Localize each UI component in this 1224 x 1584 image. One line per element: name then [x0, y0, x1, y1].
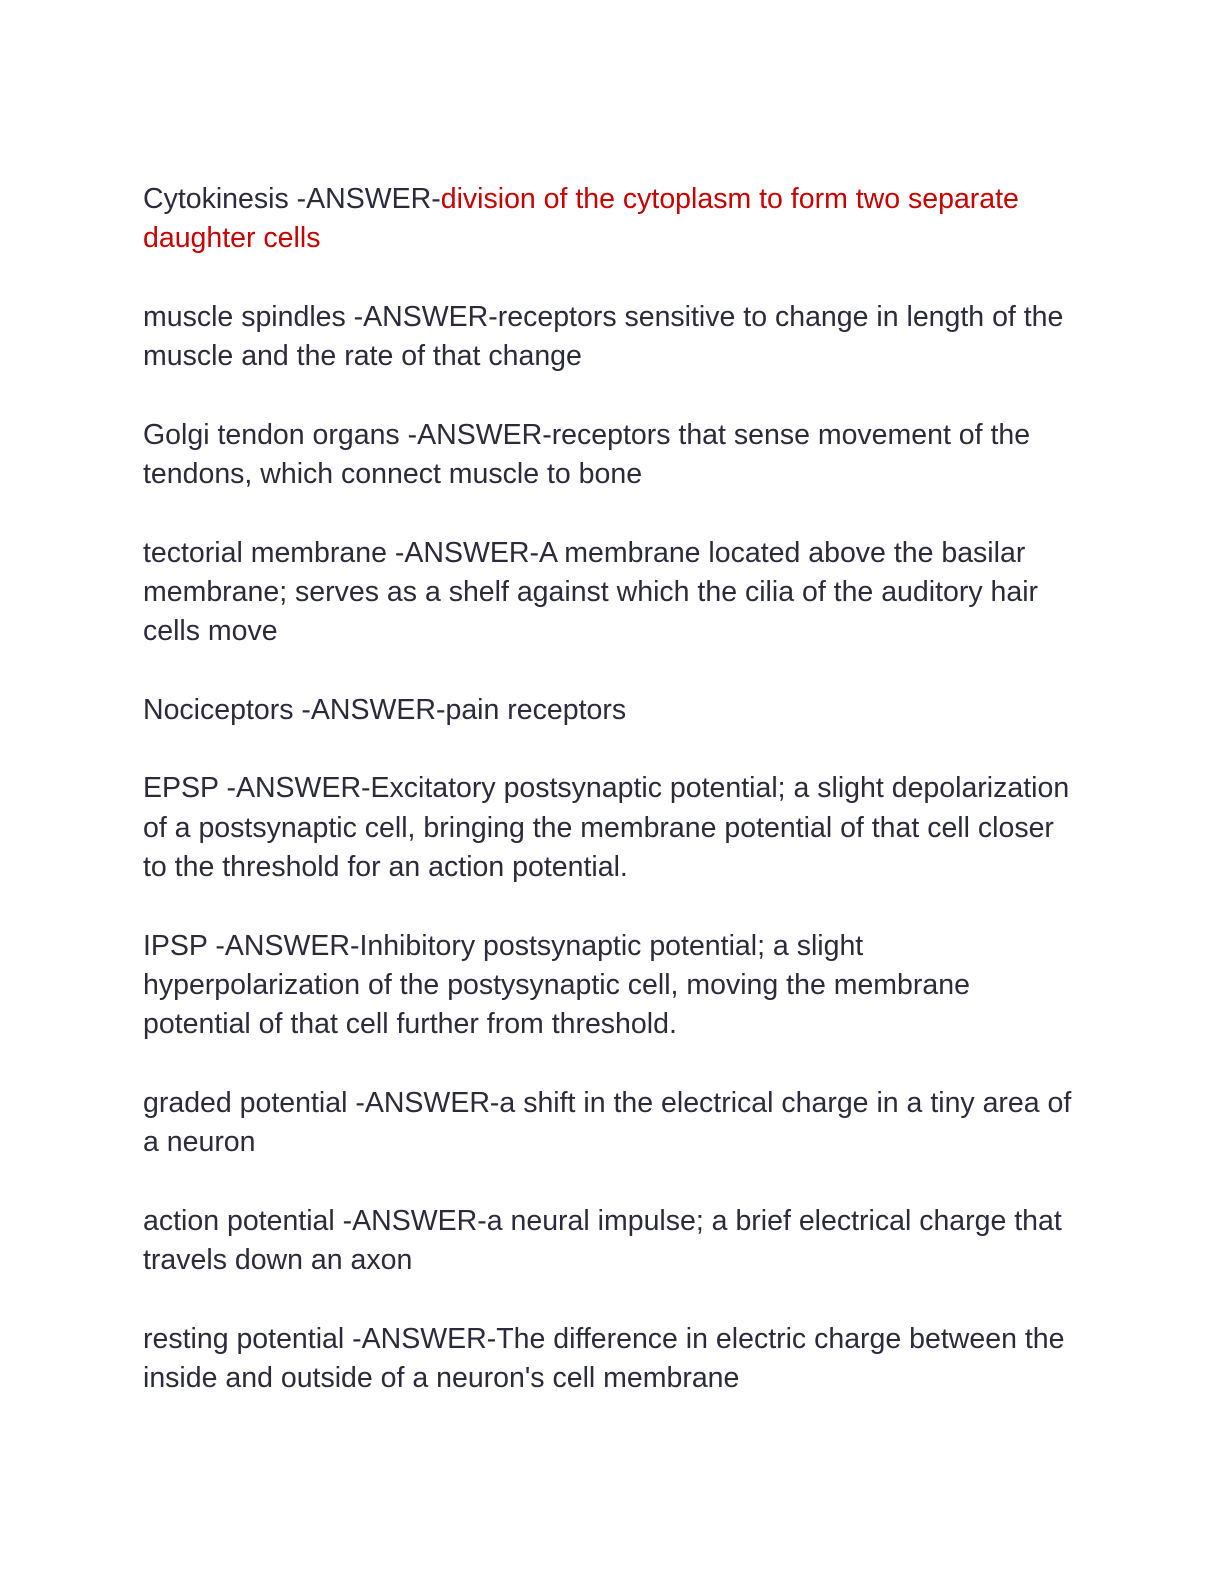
definition: receptors sensitive to change in length of the muscle and the rate of that change	[143, 300, 1064, 373]
answer-separator: -ANSWER-	[218, 772, 371, 805]
term: EPSP	[143, 772, 219, 805]
term: action potential	[143, 1204, 335, 1237]
term: IPSP	[143, 929, 208, 962]
answer-separator: -ANSWER-	[293, 693, 446, 726]
definition: Excitatory postsynaptic potential; a slight depolarization of a postsynaptic cell, bringing the membrane potential of that cell closer to the threshold for an action potential.	[143, 772, 1070, 884]
answer-separator: -ANSWER-	[345, 300, 498, 333]
term: graded potential	[143, 1086, 348, 1119]
term: Cytokinesis	[143, 183, 289, 215]
flashcard-entry	[143, 691, 1083, 730]
flashcard-entry	[143, 298, 1083, 377]
answer-separator: -ANSWER-	[347, 1086, 500, 1119]
definition: receptors that sense movement of the tendons, which connect muscle to bone	[143, 418, 1031, 491]
flashcard-entry	[143, 180, 1083, 259]
answer-separator: -ANSWER-	[288, 183, 441, 215]
definition: division of the cytoplasm to form two separate daughter cells	[143, 183, 1019, 255]
flashcard-entry	[143, 534, 1083, 652]
flashcard-entry	[143, 416, 1083, 495]
flashcard-list	[143, 180, 1083, 1438]
flashcard-entry	[143, 1084, 1083, 1163]
flashcard-entry	[143, 1202, 1083, 1281]
answer-separator: -ANSWER-	[334, 1204, 487, 1237]
term: Golgi tendon organs	[143, 418, 400, 451]
flashcard-entry	[143, 769, 1083, 887]
definition: a shift in the electrical charge in a tiny area of a neuron	[143, 1086, 1072, 1159]
term: Nociceptors	[143, 693, 294, 726]
term: muscle spindles	[143, 300, 346, 333]
answer-separator: -ANSWER-	[207, 929, 360, 962]
answer-separator: -ANSWER-	[344, 1322, 497, 1355]
definition: Inhibitory postsynaptic potential; a slight hyperpolarization of the postysynaptic cell, moving the membrane potential of that cell further from threshold.	[143, 929, 970, 1041]
definition: A membrane located above the basilar membrane; serves as a shelf against which the cilia of the auditory hair cells move	[143, 536, 1039, 648]
term: tectorial membrane	[143, 536, 387, 569]
term: resting potential	[143, 1322, 345, 1355]
flashcard-entry	[143, 927, 1083, 1045]
definition: pain receptors	[445, 693, 627, 726]
definition: a neural impulse; a brief electrical charge that travels down an axon	[143, 1204, 1062, 1277]
flashcard-entry	[143, 1320, 1083, 1399]
answer-separator: -ANSWER-	[399, 418, 552, 451]
definition: The difference in electric charge between the inside and outside of a neuron's cell membrane	[143, 1322, 1065, 1394]
answer-separator: -ANSWER-	[386, 536, 539, 569]
